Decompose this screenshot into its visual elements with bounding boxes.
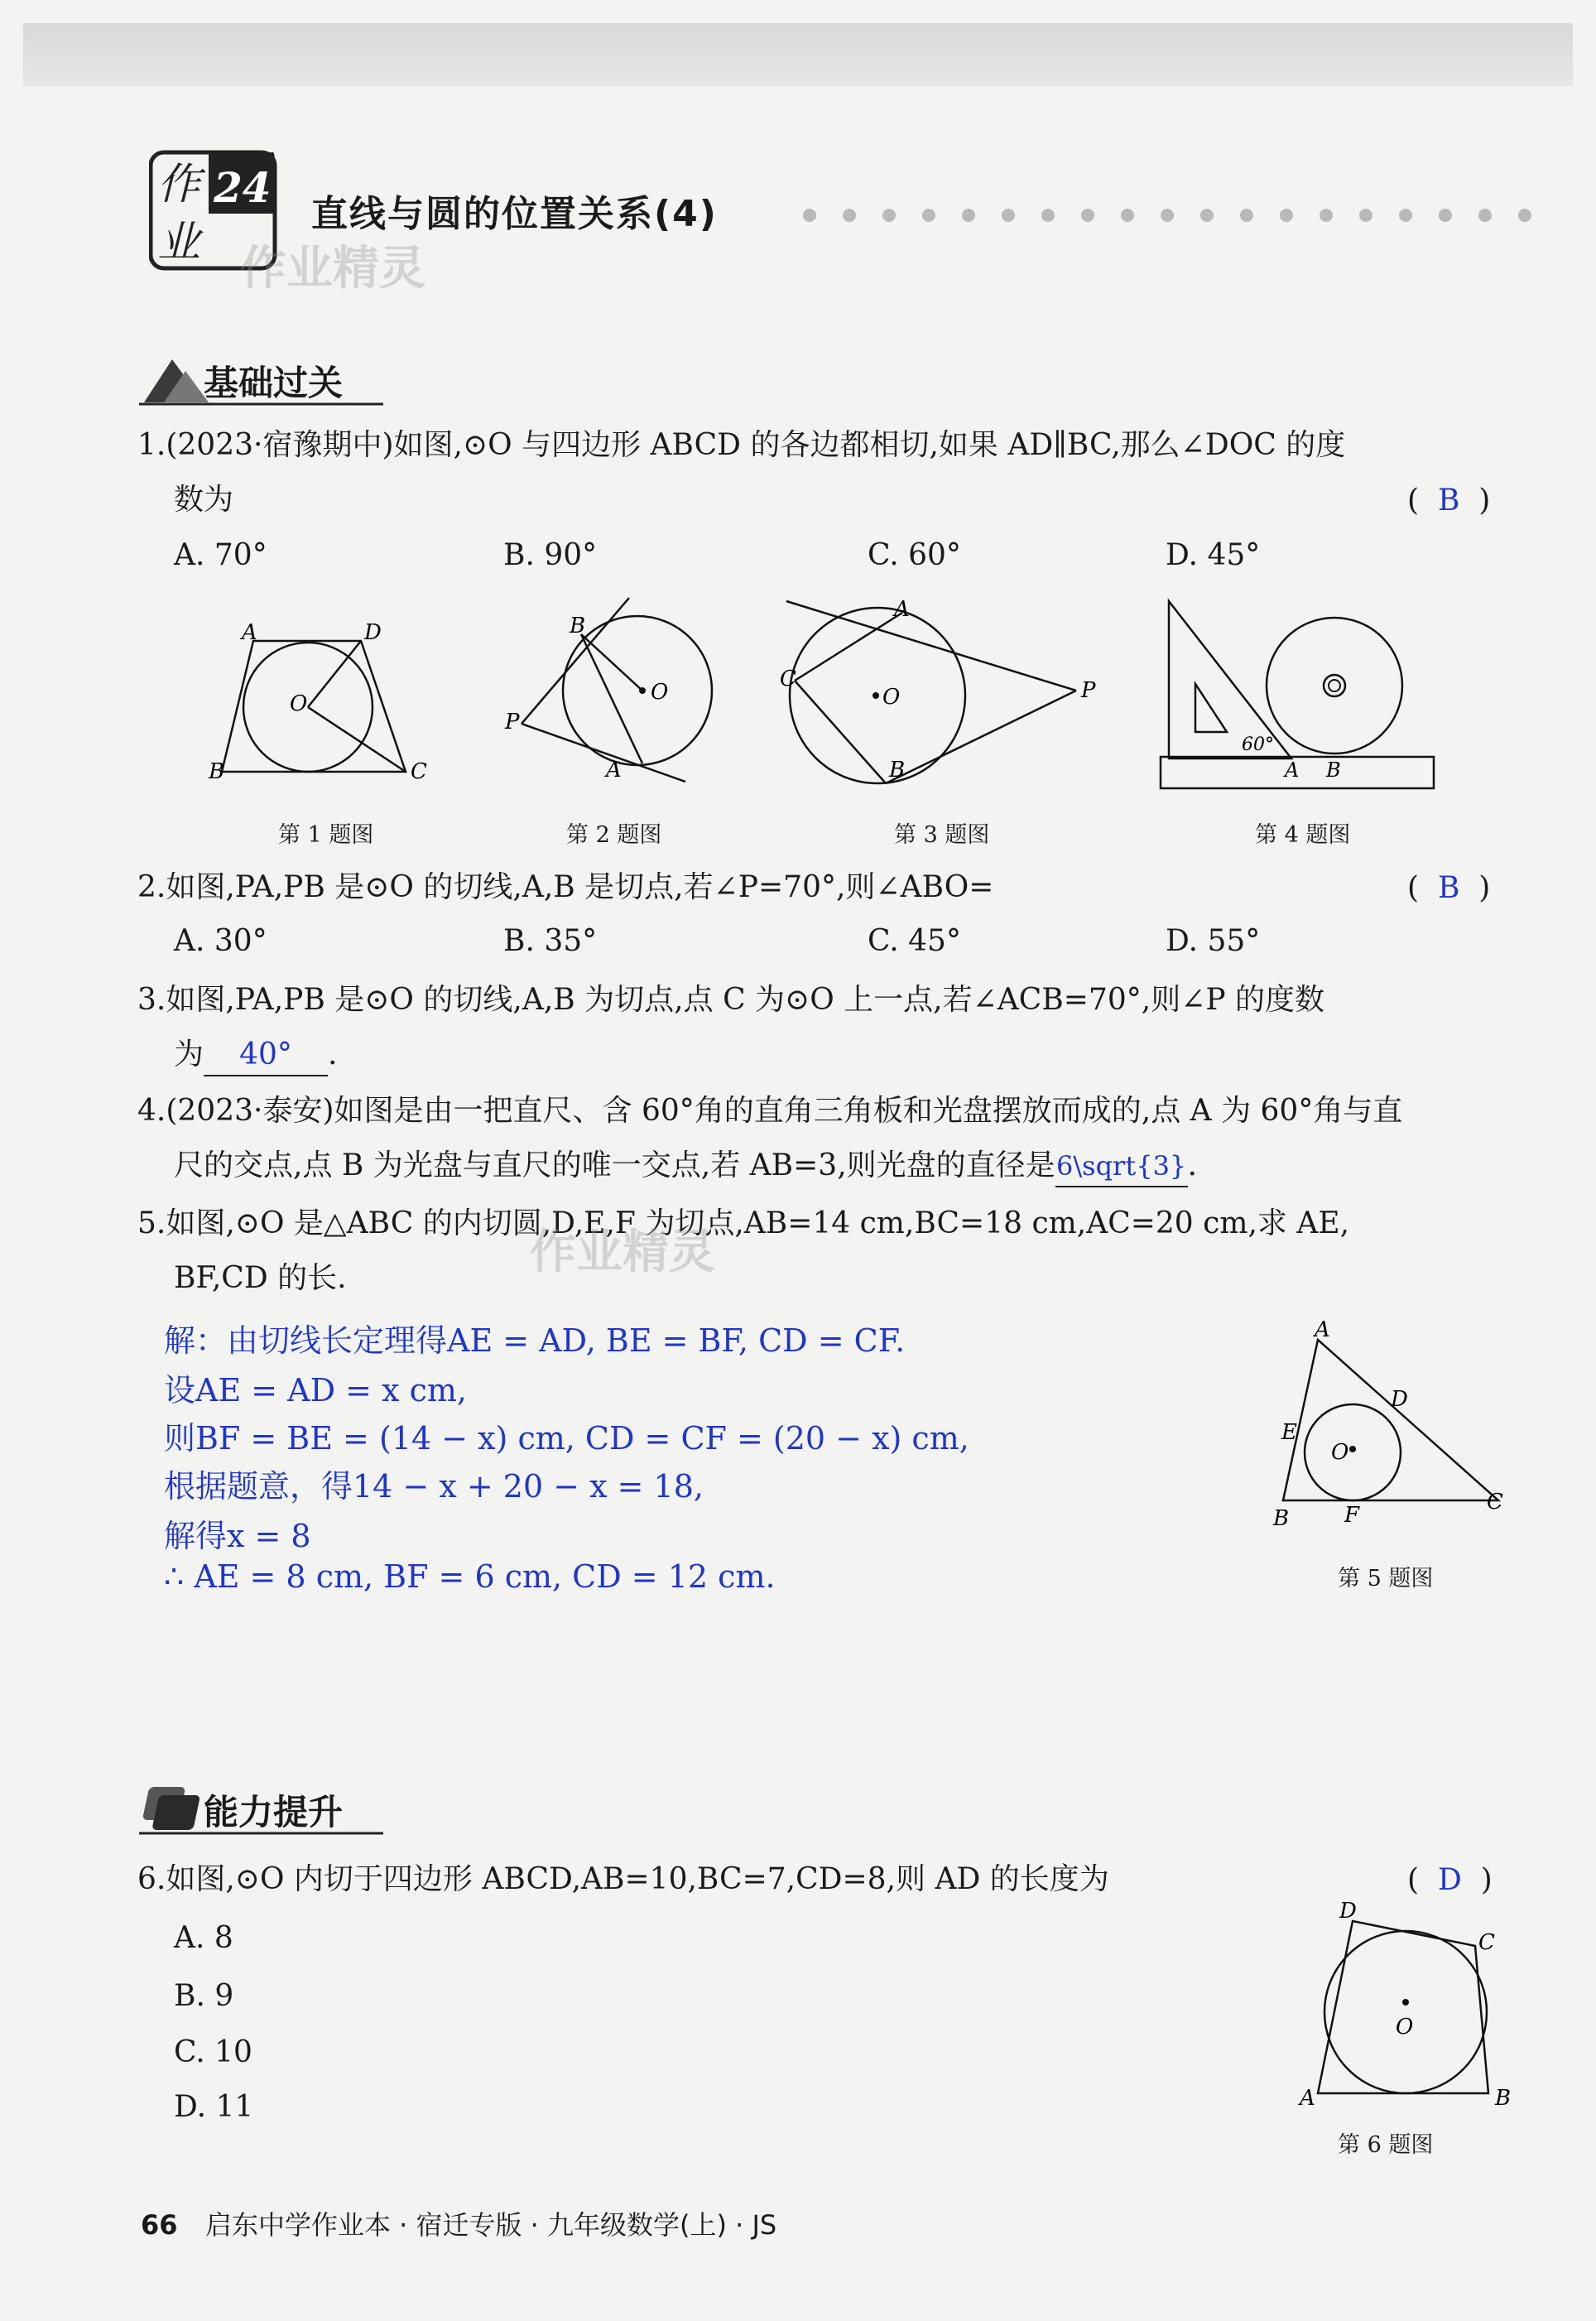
q4-text-line2: 尺的交点,点 B 为光盘与直尺的唯一交点,若 AB=3,则光盘的直径是6\sqrt{3}. <box>174 1146 1197 1187</box>
svg-text:E: E <box>1281 1420 1297 1445</box>
q6-option-d: D. 11 <box>174 2090 254 2124</box>
fig6-caption: 第 6 题图 <box>1338 2132 1434 2158</box>
q3-answer: 40° <box>204 1035 328 1076</box>
svg-text:B: B <box>1495 2086 1512 2111</box>
svg-text:O: O <box>290 691 308 716</box>
svg-text:C: C <box>1487 1490 1503 1514</box>
q4-answer: 6\sqrt{3} <box>1055 1146 1188 1187</box>
svg-text:P: P <box>505 710 520 734</box>
q4-text-line1: 4.(2023·泰安)如图是由一把直尺、含 60°角的直角三角板和光盘摆放而成的,点 A 为 60°角与直 <box>137 1094 1403 1128</box>
svg-text:O: O <box>1396 2015 1414 2039</box>
q2-answer-box: ( B ) <box>1407 871 1491 905</box>
q5-solution-line2: 设AE = AD = x cm, <box>164 1372 467 1408</box>
svg-text:C: C <box>1478 1930 1495 1955</box>
svg-text:A: A <box>242 620 257 645</box>
q1-option-d: D. 45° <box>1166 538 1261 572</box>
q1-text-line1: 1.(2023·宿豫期中)如图,⊙O 与四边形 ABCD 的各边都相切,如果 AD∥BC,那么∠DOC 的度 <box>137 428 1346 462</box>
page-footer <box>141 2204 776 2242</box>
q6-text: 6.如图,⊙O 内切于四边形 ABCD,AB=10,BC=7,CD=8,则 AD 的长度为 <box>137 1862 1109 1896</box>
q1-answer: B <box>1437 484 1460 518</box>
svg-text:C: C <box>411 759 427 784</box>
q3-text-line2: 为 40° . <box>174 1035 337 1076</box>
svg-text:F: F <box>1344 1503 1360 1528</box>
svg-text:B: B <box>570 614 586 638</box>
q6-option-a: A. 8 <box>174 1921 233 1955</box>
svg-text:O: O <box>1331 1440 1349 1465</box>
svg-text:B: B <box>1273 1506 1290 1531</box>
q1-option-c: C. 60° <box>868 538 961 572</box>
q5-text-line1: 5.如图,⊙O 是△ABC 的内切圆,D,E,F 为切点,AB=14 cm,BC=18 cm,AC=20 cm,求 AE, <box>137 1206 1350 1240</box>
fig4-caption: 第 4 题图 <box>1255 822 1351 848</box>
q6-option-b: B. 9 <box>174 1979 234 2013</box>
badge-number: 24 <box>214 163 272 212</box>
fig3-caption: 第 3 题图 <box>894 822 990 848</box>
badge-bottom-char: 业 <box>157 218 201 267</box>
q2-option-d: D. 55° <box>1166 924 1261 958</box>
page-number: 66 <box>141 2209 178 2241</box>
fig1-caption: 第 1 题图 <box>278 822 374 848</box>
svg-text:A: A <box>1300 2086 1315 2111</box>
q2-option-c: C. 45° <box>868 924 961 958</box>
q2-answer: B <box>1437 871 1460 905</box>
q6-answer: D <box>1437 1863 1462 1897</box>
q5-solution-line4: 根据题意，得14 − x + 20 − x = 18, <box>164 1468 704 1505</box>
q1-option-b: B. 90° <box>503 538 598 572</box>
q5-solution-line1: 解：由切线长定理得AE = AD, BE = BF, CD = CF. <box>164 1322 906 1359</box>
q6-answer-box: ( D ) <box>1407 1863 1493 1897</box>
page-title: 直线与圆的位置关系(4) <box>311 193 718 235</box>
q5-solution-line6: ∴ AE = 8 cm, BF = 6 cm, CD = 12 cm. <box>164 1558 776 1595</box>
q2-text: 2.如图,PA,PB 是⊙O 的切线,A,B 是切点,若∠P=70°,则∠ABO= <box>137 870 994 904</box>
q2-option-a: A. 30° <box>174 924 267 958</box>
figure-6 <box>1291 1900 1531 2115</box>
book-title: 启东中学作业本 · 宿迁专版 · 九年级数学(上) · JS <box>204 2209 777 2241</box>
watermark-top: 作业精灵 <box>240 242 425 296</box>
svg-text:B: B <box>209 759 225 784</box>
scan-top-band <box>23 23 1573 86</box>
q5-solution-line5: 解得x = 8 <box>164 1518 311 1554</box>
watermark-mid: 作业精灵 <box>530 1226 715 1279</box>
q1-option-a: A. 70° <box>174 538 267 572</box>
q1-text-line2: 数为 <box>174 483 234 517</box>
svg-text:O: O <box>651 680 669 705</box>
q5-text-line2: BF,CD 的长. <box>174 1261 347 1295</box>
q5-solution-line3: 则BF = BE = (14 − x) cm, CD = CF = (20 − x) cm, <box>164 1420 969 1457</box>
svg-text:C: C <box>780 667 796 691</box>
figure-1 <box>199 609 455 792</box>
svg-text:A: A <box>1285 758 1300 782</box>
q6-option-c: C. 10 <box>174 2035 252 2069</box>
section-basic-heading: 基础过关 <box>139 351 387 409</box>
svg-text:60°: 60° <box>1242 734 1274 755</box>
svg-text:O: O <box>882 685 901 710</box>
badge-top-char: 作 <box>157 160 201 209</box>
q2-option-b: B. 35° <box>503 924 598 958</box>
svg-text:A: A <box>894 597 910 622</box>
svg-text:A: A <box>1315 1317 1330 1342</box>
svg-text:A: A <box>606 758 622 782</box>
title-dots <box>803 209 1531 222</box>
svg-text:P: P <box>1081 678 1096 703</box>
q1-answer-box: ( B ) <box>1407 484 1491 518</box>
svg-text:B: B <box>1326 758 1341 782</box>
figure-3 <box>770 593 1118 792</box>
svg-text:B: B <box>889 758 906 782</box>
q3-text-line1: 3.如图,PA,PB 是⊙O 的切线,A,B 为切点,点 C 为⊙O 上一点,若∠ACB=70°,则∠P 的度数 <box>137 983 1325 1017</box>
svg-text:D: D <box>1339 1900 1357 1924</box>
section-advanced-heading: 能力提升 <box>139 1780 387 1838</box>
svg-text:D: D <box>364 620 382 645</box>
fig5-caption: 第 5 题图 <box>1338 1566 1434 1591</box>
svg-text:D: D <box>1391 1387 1408 1412</box>
figure-5 <box>1258 1317 1523 1532</box>
figure-2 <box>497 593 745 792</box>
fig2-caption: 第 2 题图 <box>566 822 662 848</box>
figure-4 <box>1159 593 1440 792</box>
